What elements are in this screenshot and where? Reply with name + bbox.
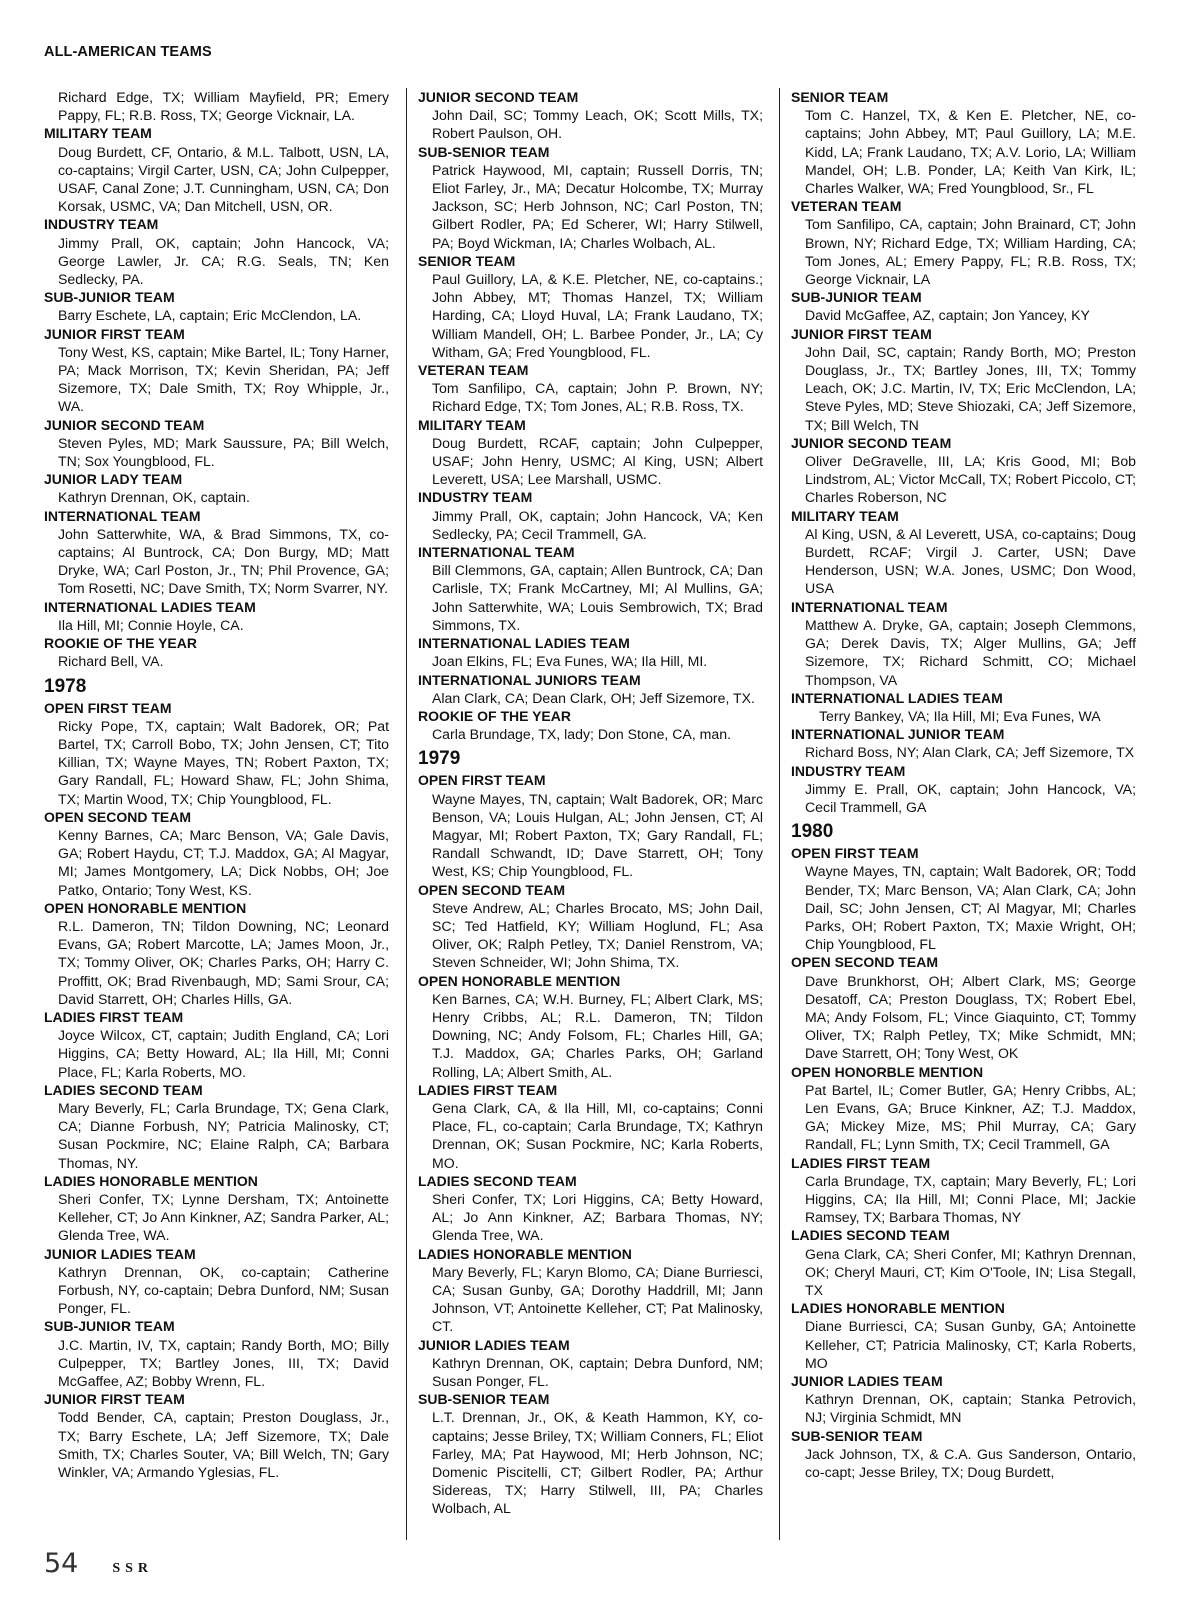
team-members: Wayne Mayes, TN, captain; Walt Badorek, OR; Marc Benson, VA; Louis Hulgan, AL; John Jensen, CT; Al Magyar, MI; Robert Paxton, TX; Gary Randall, FL; Randall Schwandt, ID; Dave Starrett, OH; Tony West, KS; Chip Youngblood, FL. [432, 790, 763, 880]
team-heading: OPEN SECOND TEAM [791, 954, 939, 971]
team-members: Gena Clark, CA; Sheri Confer, MI; Kathryn Drennan, OK; Cheryl Mauri, CT; Kim O'Toole, IN; Lisa Stegall, TX [805, 1245, 1136, 1298]
team-members: Gena Clark, CA, & Ila Hill, MI, co-captains; Conni Place, FL, co-captain; Carla Brundage, TX; Kathryn Drennan, OK; Susan Pockmire, NC; Karla Roberts, MO. [432, 1099, 763, 1171]
team-members: Doug Burdett, CF, Ontario, & M.L. Talbott, USN, LA, co-captains; Virgil Carter, USN, CA; John Culpepper, USAF, Canal Zone; J.T. Cunningham, USN, CA; Don Korsak, USMC, VA; Dan Mitchell, USN, OR. [58, 143, 389, 215]
team-heading: INDUSTRY TEAM [791, 762, 906, 779]
team-heading: LADIES HONORABLE MENTION [44, 1172, 258, 1189]
team-heading: OPEN FIRST TEAM [791, 845, 919, 862]
column-3 [791, 88, 1136, 1481]
team-heading: JUNIOR SECOND TEAM [791, 434, 952, 451]
team-members: Doug Burdett, RCAF, captain; John Culpepper, USAF; John Henry, USMC; Al King, USN; Albert Leverett, USA; Lee Marshall, USMC. [432, 434, 763, 488]
page-header: ALL-AMERICAN TEAMS [44, 44, 212, 60]
team-members: Alan Clark, CA; Dean Clark, OH; Jeff Sizemore, TX. [432, 689, 755, 706]
team-members: Carla Brundage, TX, lady; Don Stone, CA, man. [432, 726, 731, 743]
team-heading: JUNIOR LADIES TEAM [791, 1373, 943, 1390]
team-heading: LADIES FIRST TEAM [791, 1154, 931, 1171]
team-heading: LADIES HONORABLE MENTION [418, 1245, 632, 1262]
year-heading: 1979 [418, 748, 461, 770]
team-heading: INTERNATIONAL TEAM [418, 544, 575, 561]
team-members: Al King, USN, & Al Leverett, USA, co-captains; Doug Burdett, RCAF; Virgil J. Carter, USN; Dave Henderson, USN; W.A. Jones, USMC; Don Wood, USA [805, 525, 1136, 597]
team-members: David McGaffee, AZ, captain; Jon Yancey, KY [805, 307, 1090, 324]
team-members: Richard Bell, VA. [58, 653, 164, 670]
team-heading: MILITARY TEAM [791, 507, 899, 524]
team-members: Sheri Confer, TX; Lynne Dersham, TX; Antoinette Kelleher, CT; Jo Ann Kinkner, AZ; Sandra Parker, AL; Glenda Tree, WA. [58, 1190, 389, 1244]
column-2 [418, 88, 763, 1518]
team-members: Mary Beverly, FL; Karyn Blomo, CA; Diane Burriesci, CA; Susan Gunby, GA; Dorothy Haddrill, MI; Jann Johnson, VT; Antoinette Kelleher, CT; Pat Malinosky, CT. [432, 1263, 763, 1335]
team-members: Jack Johnson, TX, & C.A. Gus Sanderson, Ontario, co-capt; Jesse Briley, TX; Doug Burdett, [805, 1445, 1136, 1481]
team-heading: SUB-SENIOR TEAM [418, 143, 550, 160]
team-heading: SENIOR TEAM [791, 89, 889, 105]
team-members: Tom C. Hanzel, TX, & Ken E. Pletcher, NE, co-captains; John Abbey, MT; Paul Guillory, LA; M.E. Kidd, LA; Frank Laudano, TX; A.V. Lorio, LA; William Mandel, OH; L.B. Ponder, LA; Keith Van Kirk, IL; Charles Walker, WA; Fred Youngblood, Sr., FL [805, 107, 1136, 197]
team-members: Bill Clemmons, GA, captain; Allen Buntrock, CA; Dan Carlisle, TX; Frank McCartney, MI; Al Mullins, GA; John Satterwhite, WA; Louis Sembrowich, TX; Brad Simmons, TX. [432, 562, 763, 633]
team-members: Tom Sanfilipo, CA, captain; John P. Brown, NY; Richard Edge, TX; Tom Jones, AL; R.B. Ross, TX. [432, 380, 763, 415]
team-heading: INTERNATIONAL TEAM [44, 507, 201, 524]
team-members: Kenny Barnes, CA; Marc Benson, VA; Gale Davis, GA; Robert Haydu, CT; T.J. Maddox, GA; Al Magyar, MI; James Montgomery, LA; Dick Nobbs, OH; Joe Patko, Ontario; Tony West, KS. [58, 826, 389, 898]
team-members: Ila Hill, MI; Connie Hoyle, CA. [58, 616, 244, 633]
column-divider [406, 88, 407, 1540]
team-members: Richard Boss, NY; Alan Clark, CA; Jeff Sizemore, TX [805, 744, 1135, 761]
team-members: Joan Elkins, FL; Eva Funes, WA; Ila Hill, MI. [432, 653, 708, 670]
team-members: Richard Edge, TX; William Mayfield, PR; Emery Pappy, FL; R.B. Ross, TX; George Vicknair, LA. [58, 89, 389, 124]
team-members: J.C. Martin, IV, TX, captain; Randy Borth, MO; Billy Culpepper, TX; Bartley Jones, III, TX; David McGaffee, AZ; Bobby Wrenn, FL. [58, 1336, 389, 1390]
team-members: Terry Bankey, VA; Ila Hill, MI; Eva Funes, WA [819, 707, 1101, 724]
team-heading: JUNIOR LADIES TEAM [44, 1245, 196, 1262]
team-members: Sheri Confer, TX; Lori Higgins, CA; Betty Howard, AL; Jo Ann Kinkner, AZ; Barbara Thomas, NY; Glenda Tree, WA. [432, 1190, 763, 1244]
team-members: Tom Sanfilipo, CA, captain; John Brainard, CT; John Brown, NY; Richard Edge, TX; William Harding, CA; Tom Jones, AL; Emery Pappy, FL; R.B. Ross, TX; George Vicknair, LA [805, 216, 1136, 288]
team-members: Kathryn Drennan, OK, captain. [58, 489, 250, 506]
team-heading: LADIES HONORABLE MENTION [791, 1300, 1005, 1317]
team-heading: INDUSTRY TEAM [44, 216, 159, 233]
team-heading: LADIES FIRST TEAM [44, 1008, 184, 1025]
team-members: R.L. Dameron, TN; Tildon Downing, NC; Leonard Evans, GA; Robert Marcotte, LA; James Moon, Jr., TX; Tommy Oliver, OK; Charles Parks, OH; Harry C. Proffitt, OK; Brad Rivenbaugh, MD; Sami Srour, CA; David Starrett, OH; Charles Hills, GA. [58, 917, 389, 1007]
team-heading: LADIES FIRST TEAM [418, 1081, 558, 1098]
team-members: Dave Brunkhorst, OH; Albert Clark, MS; George Desatoff, CA; Preston Douglass, TX; Robert Ebel, MA; Andy Folsom, FL; Vince Giaquinto, CT; Tommy Oliver, TX; Ralph Petley, TX; Mike Schmidt, MN; Dave Starrett, OH; Tony West, OK [805, 972, 1136, 1062]
team-members: Paul Guillory, LA, & K.E. Pletcher, NE, co-captains.; John Abbey, MT; Thomas Hanzel, TX; William Harding, CA; Lloyd Huval, LA; Frank Laudano, TX; William Mandell, OH; L. Barbee Ponder, Jr., LA; Cy Witham, GA; Fred Youngblood, FL. [432, 271, 763, 360]
year-heading: 1980 [791, 821, 834, 843]
team-heading: INTERNATIONAL LADIES TEAM [44, 598, 256, 615]
team-heading: MILITARY TEAM [44, 125, 152, 142]
team-members: Ricky Pope, TX, captain; Walt Badorek, OR; Pat Bartel, TX; Carroll Bobo, TX; John Jensen, CT; Tito Killian, TX; Wayne Mayes, TN; Robert Paxton, TX; Gary Randall, FL; Howard Shaw, FL; John Shima, TX; Martin Wood, TX; Chip Youngblood, FL. [58, 717, 389, 807]
team-members: Kathryn Drennan, OK, captain; Debra Dunford, NM; Susan Ponger, FL. [432, 1354, 763, 1390]
team-heading: SUB-SENIOR TEAM [791, 1427, 923, 1444]
team-heading: SUB-SENIOR TEAM [418, 1391, 550, 1408]
team-members: Barry Eschete, LA, captain; Eric McClendon, LA. [58, 307, 362, 324]
team-members: Wayne Mayes, TN, captain; Walt Badorek, OR; Todd Bender, TX; Marc Benson, VA; Alan Clark, CA; John Dail, SC; John Jensen, CT; Al Magyar, MI; Charles Parks, OH; Robert Paxton, TX; Maxie Wright, OH; Chip Youngblood, FL [805, 863, 1136, 953]
team-members: Pat Bartel, IL; Comer Butler, GA; Henry Cribbs, AL; Len Evans, GA; Bruce Kinkner, AZ; T.J. Maddox, GA; Mickey Mize, MS; Phil Murray, CA; Gary Randall, FL; Lynn Smith, TX; Cecil Trammell, GA [805, 1081, 1136, 1153]
team-members: Patrick Haywood, MI, captain; Russell Dorris, TN; Eliot Farley, Jr., MA; Decatur Holcombe, TX; Murray Jackson, SC; Herb Johnson, NC; Carl Poston, TN; Gilbert Rodler, PA; Ed Scherer, WI; Harry Stilwell, PA; Boyd Wickman, IA; Charles Wolbach, AL. [432, 161, 763, 251]
team-heading: LADIES SECOND TEAM [791, 1227, 950, 1244]
team-heading: SUB-JUNIOR TEAM [44, 289, 175, 306]
team-heading: MILITARY TEAM [418, 416, 526, 433]
team-members: Tony West, KS, captain; Mike Bartel, IL; Tony Harner, PA; Mack Morrison, TX; Kevin Sheridan, PA; Jeff Sizemore, TX; Dale Smith, TX; Roy Whipple, Jr., WA. [58, 343, 389, 415]
team-heading: ROOKIE OF THE YEAR [44, 635, 197, 652]
team-heading: LADIES SECOND TEAM [44, 1081, 203, 1098]
team-heading: INTERNATIONAL LADIES TEAM [791, 689, 1003, 706]
team-members: Carla Brundage, TX, captain; Mary Beverly, FL; Lori Higgins, CA; Ila Hill, MI; Conni Place, MI; Jackie Ramsey, TX; Barbara Thomas, NY [805, 1172, 1136, 1226]
team-heading: SENIOR TEAM [418, 252, 516, 269]
team-members: Todd Bender, CA, captain; Preston Douglass, Jr., TX; Barry Eschete, LA; Jeff Sizemore, TX; Dale Smith, TX; Charles Souter, VA; Bill Welch, TN; Gary Winkler, VA; Armando Yglesias, FL. [58, 1409, 389, 1481]
team-heading: SUB-JUNIOR TEAM [44, 1318, 175, 1335]
team-heading: JUNIOR FIRST TEAM [791, 325, 932, 342]
team-members: Jimmy Prall, OK, captain; John Hancock, VA; George Lawler, Jr. CA; R.G. Seals, TN; Ken Sedlecky, PA. [58, 234, 389, 288]
team-heading: OPEN SECOND TEAM [44, 808, 192, 825]
team-members: Joyce Wilcox, CT, captain; Judith England, CA; Lori Higgins, CA; Betty Howard, AL; Ila Hill, MI; Conni Place, FL; Karla Roberts, MO. [58, 1027, 389, 1080]
team-members: John Dail, SC, captain; Randy Borth, MO; Preston Douglass, Jr., TX; Bartley Jones, III, TX; Tommy Leach, OK; J.C. Martin, IV, TX; Eric McClendon, LA; Steve Pyles, MD; Steve Shiozaki, CA; Jeff Sizemore, TX; Bill Welch, TN [805, 343, 1136, 433]
team-members: Jimmy E. Prall, OK, captain; John Hancock, VA; Cecil Trammell, GA [805, 780, 1136, 815]
team-members: John Satterwhite, WA, & Brad Simmons, TX, co-captains; Al Buntrock, CA; Don Burgy, MD; Matt Dryke, WA; Carl Poston, Jr., TN; Phil Provence, GA; Tom Rosetti, NC; Dave Smith, TX; Norm Svarrer, NY. [58, 525, 389, 597]
year-heading: 1978 [44, 675, 87, 697]
page-number: 54 [44, 1548, 79, 1579]
team-members: Steve Andrew, AL; Charles Brocato, MS; John Dail, SC; Ted Hatfield, KY; William Hoglund, FL; Asa Oliver, OK; Ralph Petley, TX; Daniel Renstrom, VA; Steven Schneider, WI; John Shima, TX. [432, 899, 763, 971]
team-members: Steven Pyles, MD; Mark Saussure, PA; Bill Welch, TN; Sox Youngblood, FL. [58, 434, 389, 470]
team-members: Oliver DeGravelle, III, LA; Kris Good, MI; Bob Lindstrom, AL; Victor McCall, TX; Robert Piccolo, CT; Charles Roberson, NC [805, 453, 1136, 506]
team-heading: OPEN FIRST TEAM [418, 772, 546, 789]
page-footer [44, 1548, 153, 1579]
team-heading: INTERNATIONAL JUNIOR TEAM [791, 726, 1005, 743]
team-members: Jimmy Prall, OK, captain; John Hancock, VA; Ken Sedlecky, PA; Cecil Trammell, GA. [432, 507, 763, 542]
team-heading: JUNIOR LADIES TEAM [418, 1336, 570, 1353]
team-members: Kathryn Drennan, OK, co-captain; Catherine Forbush, NY, co-captain; Debra Dunford, NM; Susan Ponger, FL. [58, 1263, 389, 1317]
team-members: Kathryn Drennan, OK, captain; Stanka Petrovich, NJ; Virginia Schmidt, MN [805, 1391, 1136, 1426]
publication-name: SSR [112, 1561, 154, 1576]
team-heading: OPEN SECOND TEAM [418, 881, 566, 898]
team-heading: INDUSTRY TEAM [418, 489, 533, 506]
team-heading: VETERAN TEAM [418, 362, 529, 379]
team-heading: INTERNATIONAL JUNIORS TEAM [418, 671, 641, 688]
column-1 [44, 88, 389, 1481]
team-heading: ROOKIE OF THE YEAR [418, 707, 571, 724]
team-heading: INTERNATIONAL LADIES TEAM [418, 635, 630, 652]
team-heading: JUNIOR LADY TEAM [44, 471, 183, 488]
team-heading: VETERAN TEAM [791, 198, 902, 215]
team-members: L.T. Drennan, Jr., OK, & Keath Hammon, KY, co-captains; Jesse Briley, TX; William Conners, FL; Eliot Farley, MA; Pat Haywood, MI; Herb Johnson, NC; Domenic Piscitelli, CT; Gilbert Rodler, PA; Arthur Sidereas, TX; Harry Stilwell, III, PA; Charles Wolbach, AL [432, 1409, 763, 1517]
team-heading: JUNIOR SECOND TEAM [44, 416, 205, 433]
team-heading: SUB-JUNIOR TEAM [791, 289, 922, 306]
column-divider [779, 88, 780, 1540]
team-heading: JUNIOR SECOND TEAM [418, 89, 579, 105]
team-members: Mary Beverly, FL; Carla Brundage, TX; Gena Clark, CA; Dianne Forbush, NY; Patricia Malinosky, CT; Susan Pockmire, NC; Elaine Ralph, CA; Barbara Thomas, NY. [58, 1099, 389, 1171]
team-members: Ken Barnes, CA; W.H. Burney, FL; Albert Clark, MS; Henry Cribbs, AL; R.L. Dameron, TN; Tildon Downing, NC; Andy Folsom, FL; Charles Hill, GA; T.J. Maddox, GA; Charles Parks, OH; Garland Rolling, LA; Albert Smith, AL. [432, 990, 763, 1080]
team-heading: INTERNATIONAL TEAM [791, 598, 948, 615]
team-members: Matthew A. Dryke, GA, captain; Joseph Clemmons, GA; Derek Davis, TX; Alger Mullins, GA; Jeff Sizemore, TX; Richard Schmitt, CO; Michael Thompson, VA [805, 616, 1136, 688]
team-heading: OPEN HONORABLE MENTION [418, 972, 621, 989]
team-heading: OPEN HONORBLE MENTION [791, 1063, 984, 1080]
team-members: Diane Burriesci, CA; Susan Gunby, GA; Antoinette Kelleher, CT; Patricia Malinosky, CT; Karla Roberts, MO [805, 1318, 1136, 1371]
team-members: John Dail, SC; Tommy Leach, OK; Scott Mills, TX; Robert Paulson, OH. [432, 107, 763, 142]
team-heading: OPEN HONORABLE MENTION [44, 899, 247, 916]
team-heading: JUNIOR FIRST TEAM [44, 1391, 185, 1408]
team-heading: LADIES SECOND TEAM [418, 1172, 577, 1189]
team-heading: JUNIOR FIRST TEAM [44, 325, 185, 342]
team-heading: OPEN FIRST TEAM [44, 699, 172, 716]
